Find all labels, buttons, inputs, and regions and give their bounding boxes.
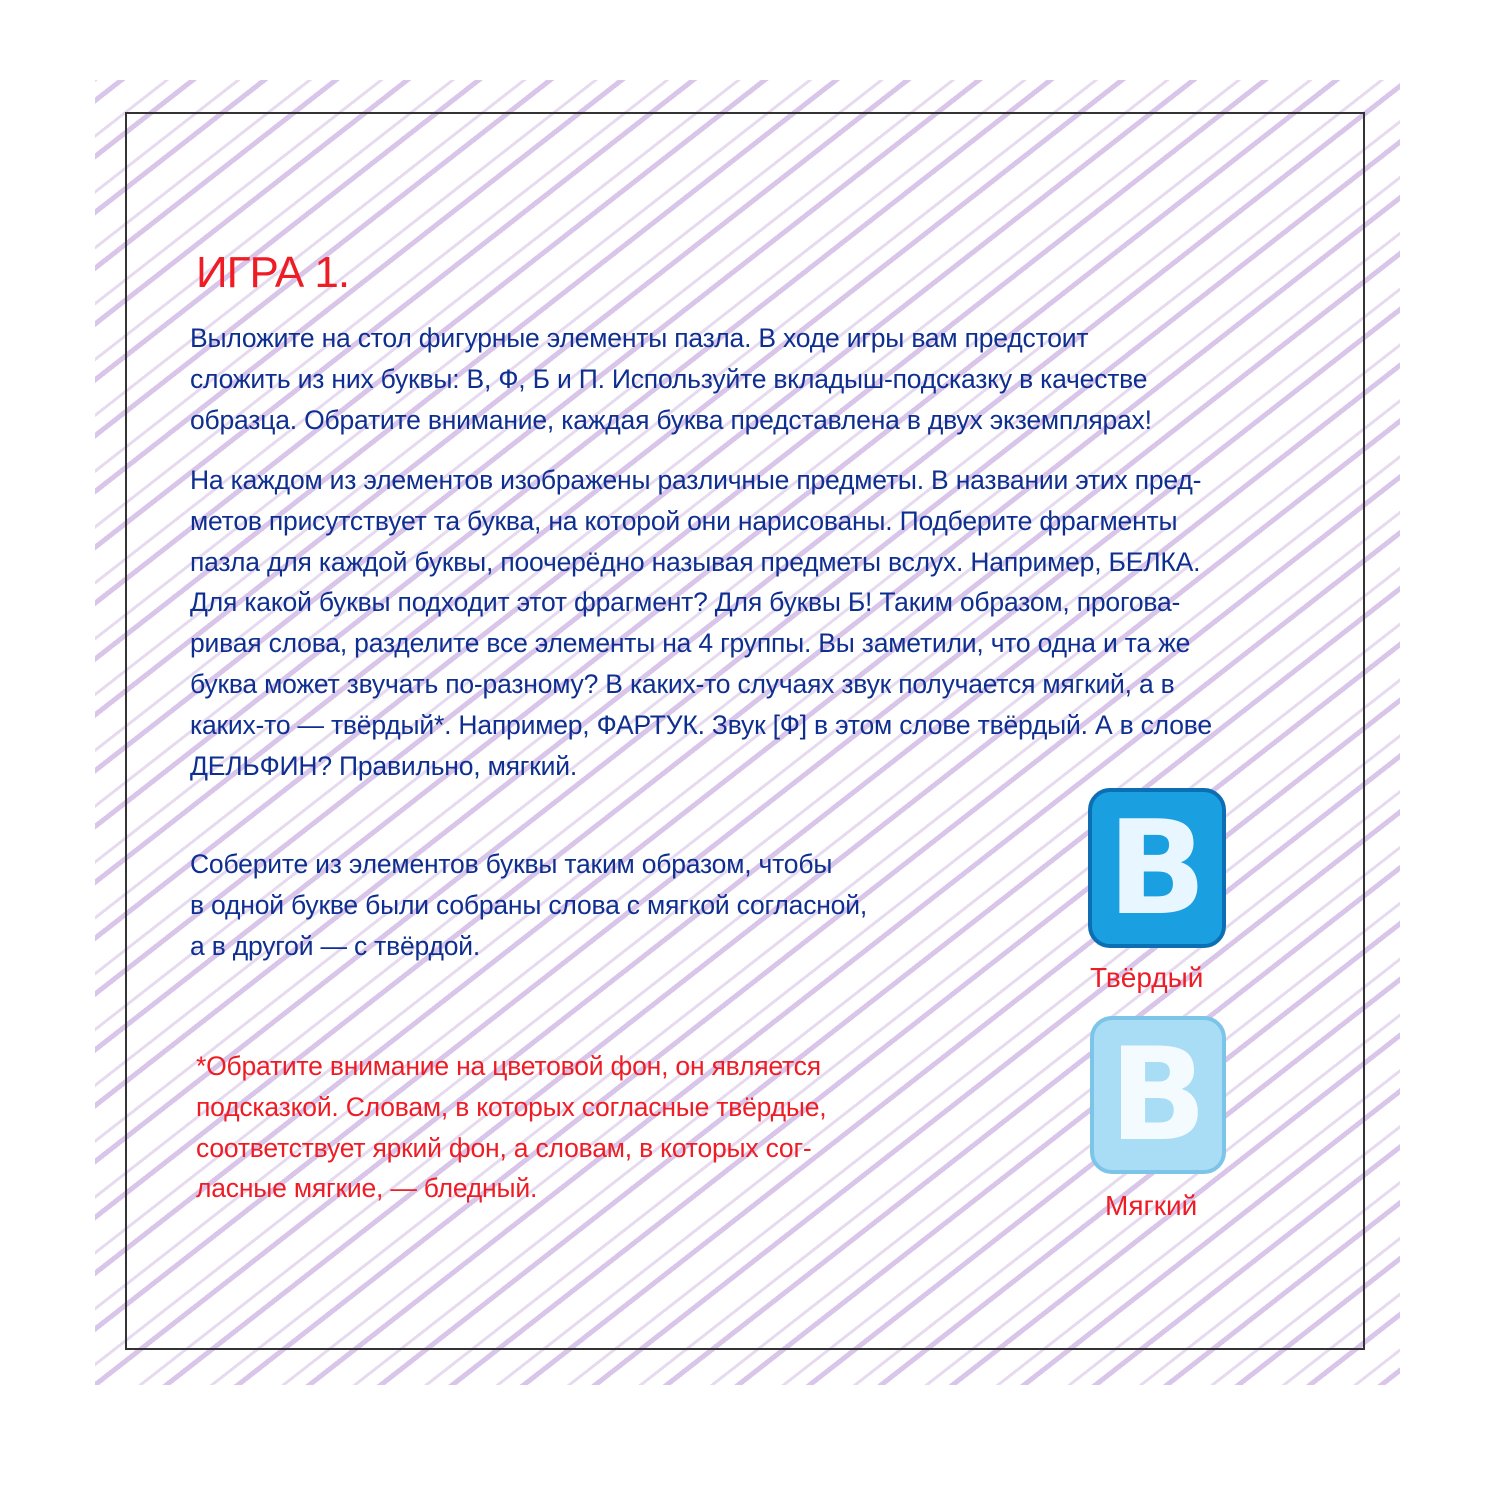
explanation-paragraph <box>190 460 1315 786</box>
text-line: Для какой буквы подходит этот фрагмент? Для буквы Б! Таким образом, прогова- <box>190 587 1181 618</box>
text-line: На каждом из элементов изображены различные предметы. В названии этих пред- <box>190 465 1202 495</box>
note-paragraph <box>196 1046 956 1209</box>
hard-caption: Твёрдый <box>1090 962 1204 993</box>
text-line: пазла для каждой буквы, поочерёдно называя предметы вслух. Например, БЕЛКА. <box>190 546 1201 577</box>
text-line: соответствует яркий фон, а словам, в которых сог- <box>196 1132 812 1163</box>
text-line: сложить из них буквы: В, Ф, Б и П. Используйте вкладыш-подсказку в качестве <box>190 363 1148 394</box>
soft-letter-puzzle: В <box>1090 1016 1226 1174</box>
text-line: а в другой — с твёрдой. <box>190 930 481 961</box>
text-line: в одной букве были собраны слова с мягкой согласной, <box>190 889 867 920</box>
text-line: буква может звучать по-разному? В каких-то случаях звук получается мягкий, а в <box>190 668 1175 699</box>
text-line: ДЕЛЬФИН? Правильно, мягкий. <box>190 750 578 781</box>
page-title: ИГРА 1. <box>196 248 350 297</box>
hard-letter-puzzle: В <box>1088 788 1226 948</box>
text-line: подсказкой. Словам, в которых согласные твёрдые, <box>196 1091 827 1122</box>
intro-paragraph <box>190 318 1315 440</box>
soft-caption: Мягкий <box>1105 1190 1198 1221</box>
text-line: *Обратите внимание на цветовой фон, он является <box>196 1051 821 1081</box>
text-line: Соберите из элементов буквы таким образом, чтобы <box>190 849 833 879</box>
text-line: каких-то — твёрдый*. Например, ФАРТУК. Звук [Ф] в этом слове твёрдый. А в слове <box>190 709 1212 740</box>
text-line: метов присутствует та буква, на которой они нарисованы. Подберите фрагменты <box>190 505 1178 536</box>
text-line: ривая слова, разделите все элементы на 4 группы. Вы заметили, что одна и та же <box>190 628 1191 659</box>
task-paragraph <box>190 844 1010 966</box>
text-line: образца. Обратите внимание, каждая буква представлена в двух экземплярах! <box>190 404 1152 435</box>
text-line: Выложите на стол фигурные элементы пазла. В ходе игры вам предстоит <box>190 323 1089 353</box>
text-line: ласные мягкие, — бледный. <box>196 1173 538 1204</box>
